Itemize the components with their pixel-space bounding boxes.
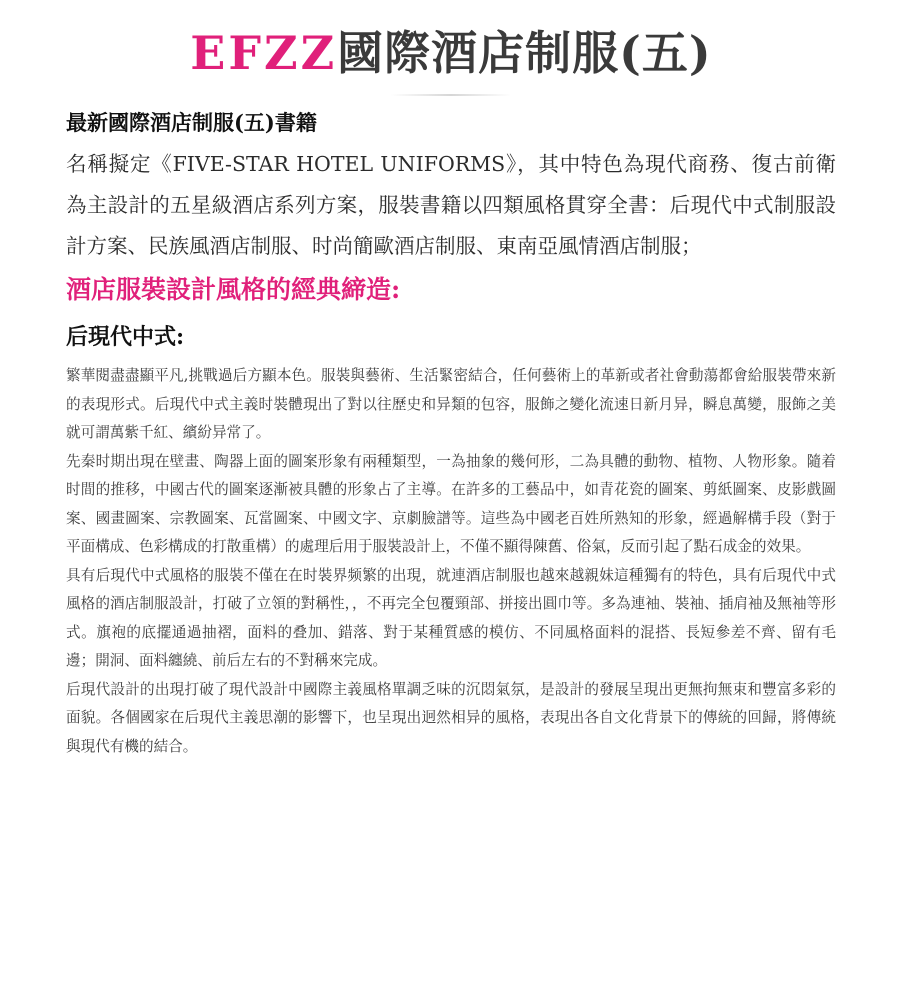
book-heading: 最新國際酒店制服(五)書籍 — [66, 110, 317, 135]
brand-name: EFZZ — [190, 26, 338, 80]
style-classic-heading: 酒店服裝設計風格的經典締造: — [66, 275, 401, 304]
section-heading-postmodern-chinese: 后現代中式: — [66, 324, 185, 350]
body-paragraph: 先秦时期出現在壁畫、陶器上面的圖案形象有兩種類型，一為抽象的幾何形，二為具體的動物、植物、人物形象。隨着时間的推移，中國古代的圖案逐漸被具體的形象占了主導。在許多的工藝品中，如青花瓷的圖案、剪紙圖案、皮影戲圖案、國畫圖案、宗教圖案、瓦當圖案、中國文字、京劇臉譜等。這些為中國老百姓所熟知的形象，經過解構手段（對于平面構成、色彩構成的打散重構）的處理后用于服裝設計上，不僅不顯得陳舊、俗氣，反而引起了點石成金的效果。 — [66, 452, 836, 555]
intro-paragraph: 名稱擬定《FIVE-STAR HOTEL UNIFORMS》，其中特色為現代商務、復古前衛為主設計的五星級酒店系列方案，服裝書籍以四類風格貫穿全書：后現代中式制服設計方案、民族風酒店制服、时尚簡歐酒店制服、東南亞風情酒店制服； — [66, 152, 836, 258]
title-divider — [391, 94, 511, 96]
body-paragraph: 后現代設計的出現打破了現代設計中國際主義風格單調乏味的沉悶氣氛，是設計的發展呈現出更無拘無束和豐富多彩的面貌。各個國家在后現代主義思潮的影響下，也呈現出迥然相异的風格，表現出各自文化背景下的傳統的回歸，將傳統與現代有機的結合。 — [66, 680, 836, 755]
body-paragraph: 繁華閱盡盡顯平凡,挑戰過后方顯本色。服裝與藝術、生活緊密結合，任何藝術上的革新或者社會動蕩都會給服裝帶來新的表現形式。后現代中式主義时裝體現出了對以往歷史和异類的包容，服飾之變化流速日新月异，瞬息萬變，服飾之美就可謂萬紫千紅、繽紛异常了。 — [66, 367, 836, 441]
title-text: 國際酒店制服(五) — [337, 26, 712, 80]
page-title — [66, 0, 836, 84]
body-paragraph: 具有后現代中式風格的服裝不僅在在时裝界频繁的出現，就連酒店制服也越來越親妹這種獨有的特色，具有后現代中式風格的酒店制服設計，打破了立領的對稱性，，不再完全包覆頸部、拼接出圓巾等。多為連袖、裝袖、插肩袖及無袖等形式。旗袍的底擺通過抽褶，面料的叠加、錯落、對于某種質感的模仿、不同風格面料的混搭、長短參差不齊、留有毛邊；開洞、面料纏繞、前后左右的不對稱來完成。 — [66, 566, 836, 669]
